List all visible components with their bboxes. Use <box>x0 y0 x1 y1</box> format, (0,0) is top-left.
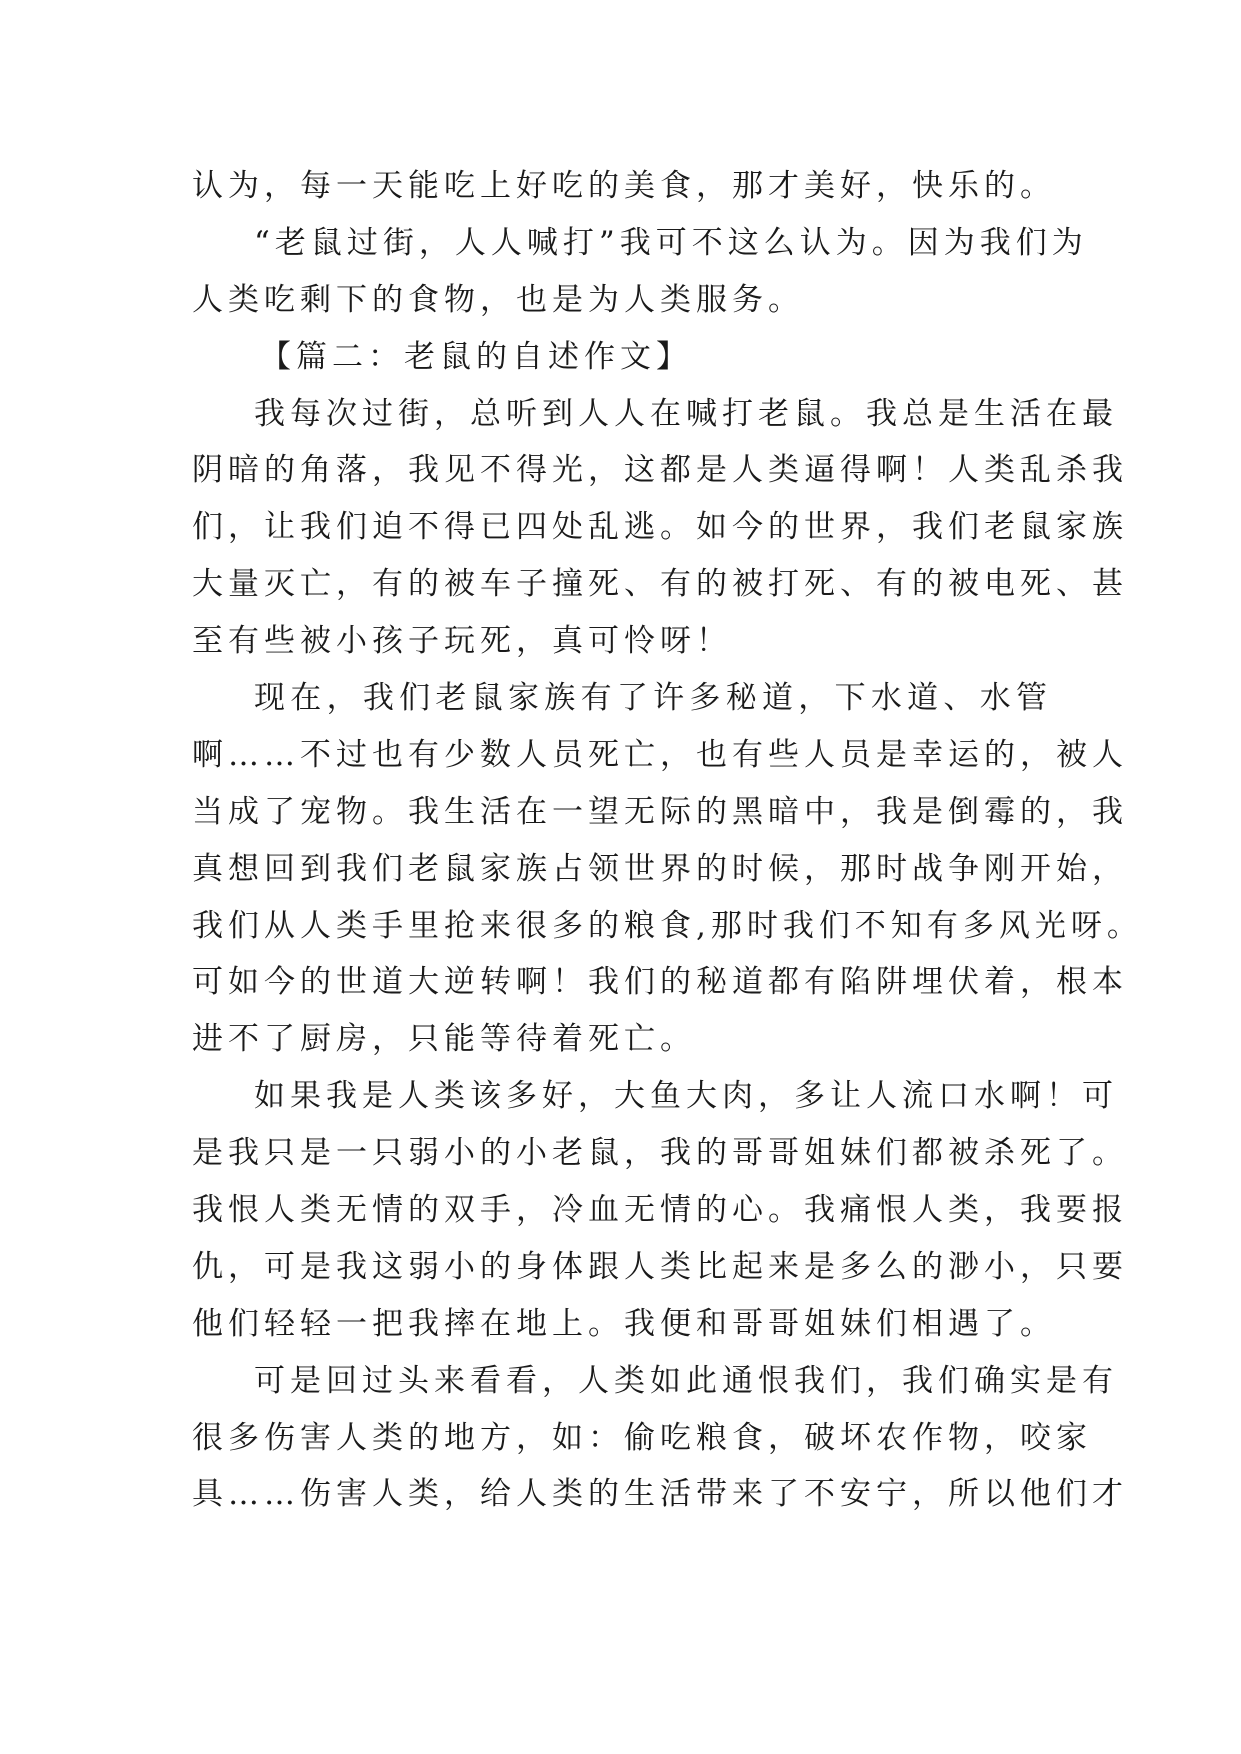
text-line: 们，让我们迫不得已四处乱逃。如今的世界，我们老鼠家族 <box>192 509 1128 546</box>
document-body <box>192 158 1143 1523</box>
text-line: 可是回过头来看看，人类如此通恨我们，我们确实是有 <box>254 1362 1118 1399</box>
text-line: 阴暗的角落，我见不得光，这都是人类逼得啊！人类乱杀我 <box>192 452 1128 489</box>
text-line: 我们从人类手里抢来很多的粮食,那时我们不知有多风光呀。 <box>192 907 1143 944</box>
text-line: 我每次过街，总听到人人在喊打老鼠。我总是生活在最 <box>254 395 1118 432</box>
text-line: 仇，可是我这弱小的身体跟人类比起来是多么的渺小，只要 <box>192 1248 1128 1285</box>
text-line: 人类吃剩下的食物，也是为人类服务。 <box>192 281 804 318</box>
text-line: 进不了厨房，只能等待着死亡。 <box>192 1021 696 1058</box>
text-line: 如果我是人类该多好，大鱼大肉，多让人流口水啊！可 <box>254 1078 1118 1115</box>
text-line: 很多伤害人类的地方，如：偷吃粮食，破坏农作物，咬家 <box>192 1419 1092 1456</box>
text-line: 认为，每一天能吃上好吃的美食，那才美好，快乐的。 <box>192 168 1056 204</box>
text-line: 真想回到我们老鼠家族占领世界的时候，那时战争刚开始， <box>192 850 1128 887</box>
text-line: 啊……不过也有少数人员死亡，也有些人员是幸运的，被人 <box>192 736 1128 773</box>
text-line: 具……伤害人类，给人类的生活带来了不安宁，所以他们才 <box>192 1476 1128 1513</box>
text-line: 可如今的世道大逆转啊！我们的秘道都有陷阱埋伏着，根本 <box>192 964 1128 1001</box>
text-line: 至有些被小孩子玩死，真可怜呀！ <box>192 623 732 660</box>
text-line: 是我只是一只弱小的小老鼠，我的哥哥姐妹们都被杀死了。 <box>192 1135 1128 1172</box>
text-line: 我恨人类无情的双手，冷血无情的心。我痛恨人类，我要报 <box>192 1192 1128 1229</box>
text-line: 当成了宠物。我生活在一望无际的黑暗中，我是倒霉的，我 <box>192 793 1128 830</box>
text-line: 他们轻轻一把我摔在地上。我便和哥哥姐妹们相遇了。 <box>192 1305 1056 1342</box>
section-heading: 【篇二：老鼠的自述作文】 <box>260 338 692 375</box>
text-line: “老鼠过街，人人喊打”我可不这么认为。因为我们为 <box>254 224 1088 261</box>
text-line: 现在，我们老鼠家族有了许多秘道，下水道、水管 <box>254 680 1052 717</box>
text-line: 大量灭亡，有的被车子撞死、有的被打死、有的被电死、甚 <box>192 566 1128 603</box>
